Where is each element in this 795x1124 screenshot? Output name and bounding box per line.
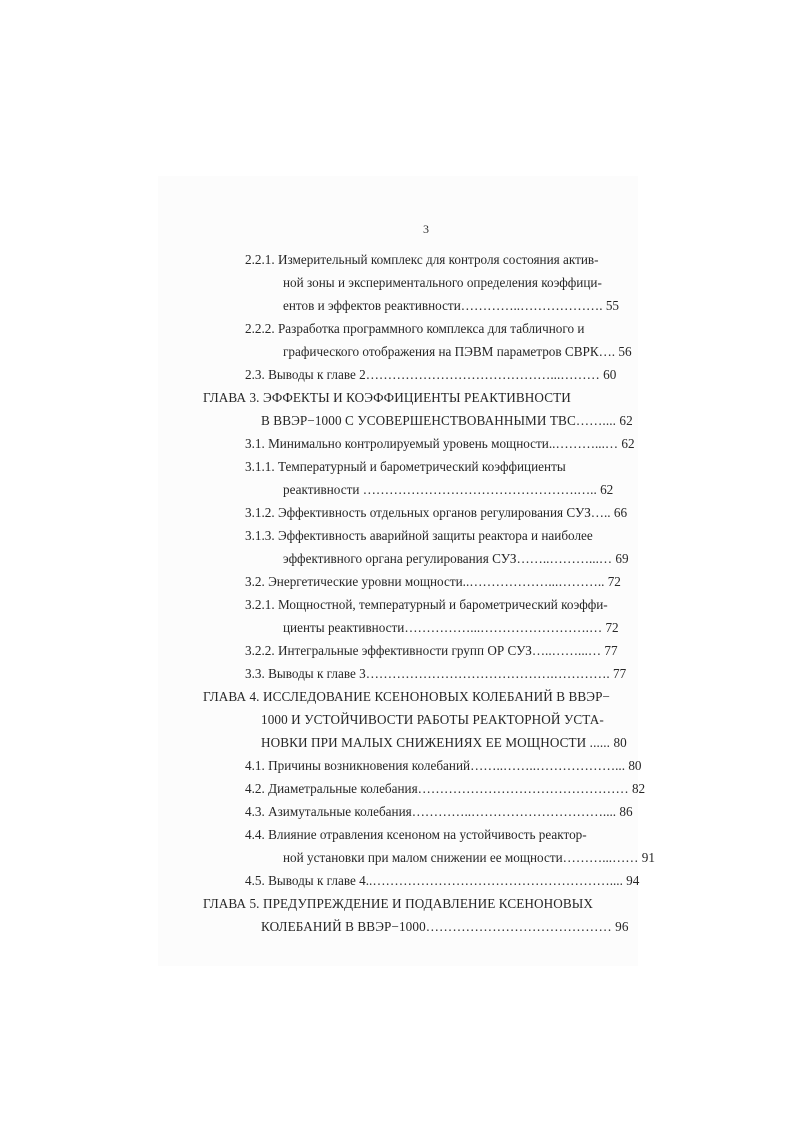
toc-line: ной установки при малом снижении ее мощности………...…… 91 [283,850,655,865]
toc-line: 3.1.2. Эффективность отдельных органов регулирования СУЗ….. 66 [245,505,628,520]
toc-line: 3.1. Минимально контролируемый уровень мощности..………...… 62 [245,436,635,451]
toc-line: 2.2.1. Измерительный комплекс для контроля состояния актив- [245,252,599,267]
toc-line: реактивности ………………………………………….….. 62 [283,482,614,497]
toc-line: эффективного органа регулирования СУЗ……..………...… 69 [283,551,629,566]
toc-line: 4.4. Влияние отравления ксеноном на устойчивость реактор- [245,827,587,842]
toc-line: 3.2. Энергетические уровни мощности..………………...……….. 72 [245,574,621,589]
toc-line: ной зоны и экспериментального определения коэффици- [283,275,602,290]
toc-chapter-heading: В ВВЭР−1000 С УСОВЕРШЕНСТВОВАННЫМИ ТВС…….... 62 [261,413,633,428]
toc-line: 2.3. Выводы к главе 2……………………………………...……… 60 [245,367,617,382]
toc-line: 4.1. Причины возникновения колебаний……..……..………………... 80 [245,758,642,773]
toc-line: 3.1.1. Температурный и барометрический коэффициенты [245,459,566,474]
toc-chapter-heading: ГЛАВА 4. ИССЛЕДОВАНИЕ КСЕНОНОВЫХ КОЛЕБАНИЙ В ВВЭР− [203,689,611,704]
toc-line: 4.5. Выводы к главе 4..……………………………………………….... 94 [245,873,640,888]
toc-line: графического отображения на ПЭВМ параметров СВРК…. 56 [283,344,632,359]
toc-chapter-heading: ГЛАВА 3. ЭФФЕКТЫ И КОЭФФИЦИЕНТЫ РЕАКТИВНОСТИ [203,390,571,405]
toc-chapter-heading: КОЛЕБАНИЙ В ВВЭР−1000…………………………………… 96 [261,919,629,934]
toc-line: ентов и эффектов реактивности…………..………………. 55 [283,298,620,313]
toc-line: 3.2.1. Мощностной, температурный и барометрический коэффи- [245,597,608,612]
toc-line: 4.3. Азимутальные колебания…………..………………………….... 86 [245,804,633,819]
toc-line: 4.2. Диаметральные колебания………………………………………… 82 [245,781,646,796]
toc-line: 2.2.2. Разработка программного комплекса для табличного и [245,321,585,336]
toc-chapter-heading: НОВКИ ПРИ МАЛЫХ СНИЖЕНИЯХ ЕЕ МОЩНОСТИ ...... 80 [261,735,627,750]
toc-line: 3.3. Выводы к главе 3…………………………………….…………. 77 [245,666,627,681]
toc-chapter-heading: 1000 И УСТОЙЧИВОСТИ РАБОТЫ РЕАКТОРНОЙ УСТА- [261,712,604,727]
page-number: 3 [423,222,429,236]
toc-chapter-heading: ГЛАВА 5. ПРЕДУПРЕЖДЕНИЕ И ПОДАВЛЕНИЕ КСЕНОНОВЫХ [203,896,594,911]
toc-line: циенты реактивности……………...…………………….… 72 [283,620,619,635]
toc-line: 3.1.3. Эффективность аварийной защиты реактора и наиболее [245,528,593,543]
toc-line: 3.2.2. Интегральные эффективности групп ОР СУЗ…..……...… 77 [245,643,618,658]
